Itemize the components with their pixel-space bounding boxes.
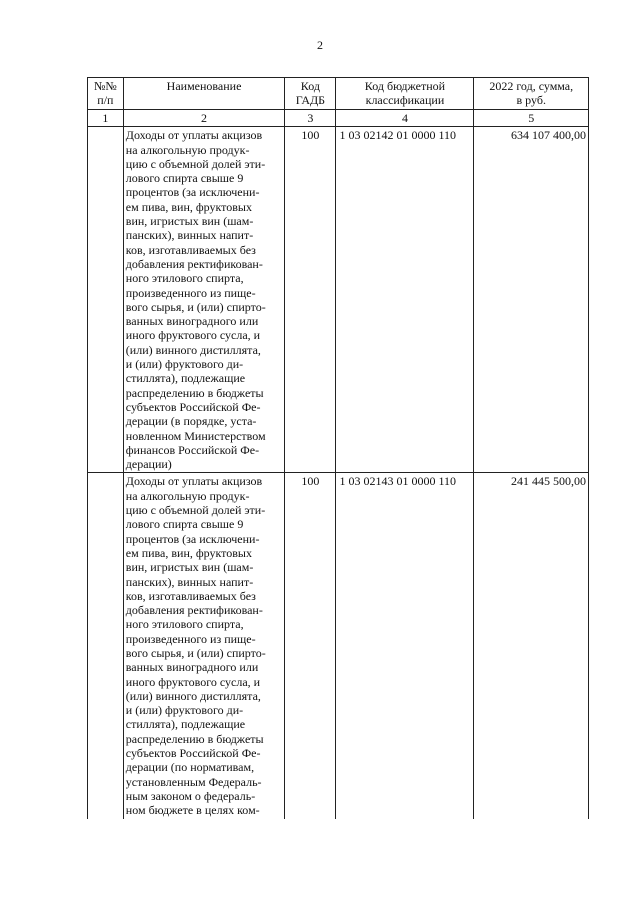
- row-name-line: иного фруктового сусла, и: [125, 328, 261, 343]
- row-name-line: ем пива, вин, фруктовых: [125, 199, 252, 214]
- row-name-line: (или) винного дистиллята,: [125, 342, 261, 357]
- header-gadb: Код ГАДБ: [285, 78, 336, 110]
- budget-revenue-table: [87, 77, 589, 819]
- row-name-line: вого сырья, и (или) спирто-: [125, 299, 266, 314]
- row-name-line: дерации (в порядке, уста-: [125, 414, 257, 429]
- row-name-line: процентов (за исключени-: [125, 185, 260, 200]
- row-name-line: панских), винных напит-: [125, 228, 254, 243]
- row-name-line: и (или) фруктового ди-: [125, 703, 244, 718]
- row-name-line: панских), винных напит-: [125, 574, 254, 589]
- row-amount-cell: 241 445 500,00: [474, 473, 589, 819]
- column-number: 1: [88, 110, 124, 127]
- row-name-line: и (или) фруктового ди-: [125, 357, 244, 372]
- header-number: №№ п/п: [88, 78, 124, 110]
- column-number: 3: [285, 110, 336, 127]
- header-budget-code: Код бюджетной классификации: [336, 78, 474, 110]
- row-name-line: распределению в бюджеты: [125, 385, 264, 400]
- row-gadb-cell: 100: [285, 473, 336, 819]
- row-name-line: вого сырья, и (или) спирто-: [125, 645, 266, 660]
- row-name-line: добавления ректификован-: [125, 603, 263, 618]
- row-number-cell: [88, 127, 124, 473]
- row-gadb-cell: 100: [285, 127, 336, 473]
- row-name-line: ного этилового спирта,: [125, 617, 244, 632]
- row-name-line: цию с объемной долей эти-: [125, 156, 266, 171]
- row-name-line: (или) винного дистиллята,: [125, 688, 261, 703]
- row-name-line: дерации (по нормативам,: [125, 760, 255, 775]
- row-name-line: вин, игристых вин (шам-: [125, 560, 254, 575]
- table-header-row: [88, 78, 589, 110]
- row-budget-code-cell: 1 03 02143 01 0000 110: [336, 473, 474, 819]
- row-name-line: вин, игристых вин (шам-: [125, 214, 254, 229]
- row-name-line: ванных виноградного или: [125, 314, 259, 329]
- row-name-line: установленным Федераль-: [125, 774, 262, 789]
- row-name-line: новленном Министерством: [125, 428, 266, 443]
- row-name-line: дерации): [125, 457, 172, 472]
- row-name-cell: [123, 473, 285, 819]
- row-name-line: произведенного из пище-: [125, 285, 256, 300]
- row-name-line: Доходы от уплаты акцизов: [125, 128, 263, 143]
- row-name-line: финансов Российской Фе-: [125, 442, 260, 457]
- row-name-line: произведенного из пище-: [125, 631, 256, 646]
- header-name: Наименование: [123, 78, 285, 110]
- column-number: 2: [123, 110, 285, 127]
- page-number: 2: [317, 38, 323, 52]
- column-number: 4: [336, 110, 474, 127]
- row-name-line: распределению в бюджеты: [125, 731, 264, 746]
- row-amount-cell: 634 107 400,00: [474, 127, 589, 473]
- row-name-line: процентов (за исключени-: [125, 531, 260, 546]
- row-name-line: ного этилового спирта,: [125, 271, 244, 286]
- row-name-line: ным законом о федераль-: [125, 788, 256, 803]
- column-number: 5: [474, 110, 589, 127]
- row-name-line: стиллята), подлежащие: [125, 717, 246, 732]
- row-budget-code-cell: 1 03 02142 01 0000 110: [336, 127, 474, 473]
- column-numbers-row: [88, 110, 589, 127]
- row-name-line: ков, изготавливаемых без: [125, 588, 256, 603]
- row-name-line: цию с объемной долей эти-: [125, 503, 266, 518]
- table-row: [88, 127, 589, 473]
- row-name-line: субъектов Российской Фе-: [125, 399, 261, 414]
- row-name-line: субъектов Российской Фе-: [125, 746, 261, 761]
- row-name-line: на алкогольную продук-: [125, 142, 250, 157]
- row-number-cell: [88, 473, 124, 819]
- row-name-line: добавления ректификован-: [125, 256, 263, 271]
- table-row: [88, 473, 589, 819]
- row-name-line: ном бюджете в целях ком-: [125, 803, 260, 818]
- row-name-line: стиллята), подлежащие: [125, 371, 246, 386]
- row-name-line: на алкогольную продук-: [125, 488, 250, 503]
- row-name-cell: [123, 127, 285, 473]
- row-name-line: ем пива, вин, фруктовых: [125, 545, 252, 560]
- row-name-line: лового спирта свыше 9: [125, 171, 244, 186]
- header-amount: 2022 год, сумма, в руб.: [474, 78, 589, 110]
- row-name-line: ков, изготавливаемых без: [125, 242, 256, 257]
- row-name-line: лового спирта свыше 9: [125, 517, 244, 532]
- row-name-line: иного фруктового сусла, и: [125, 674, 261, 689]
- row-name-line: ванных виноградного или: [125, 660, 259, 675]
- row-name-line: Доходы от уплаты акцизов: [125, 474, 263, 489]
